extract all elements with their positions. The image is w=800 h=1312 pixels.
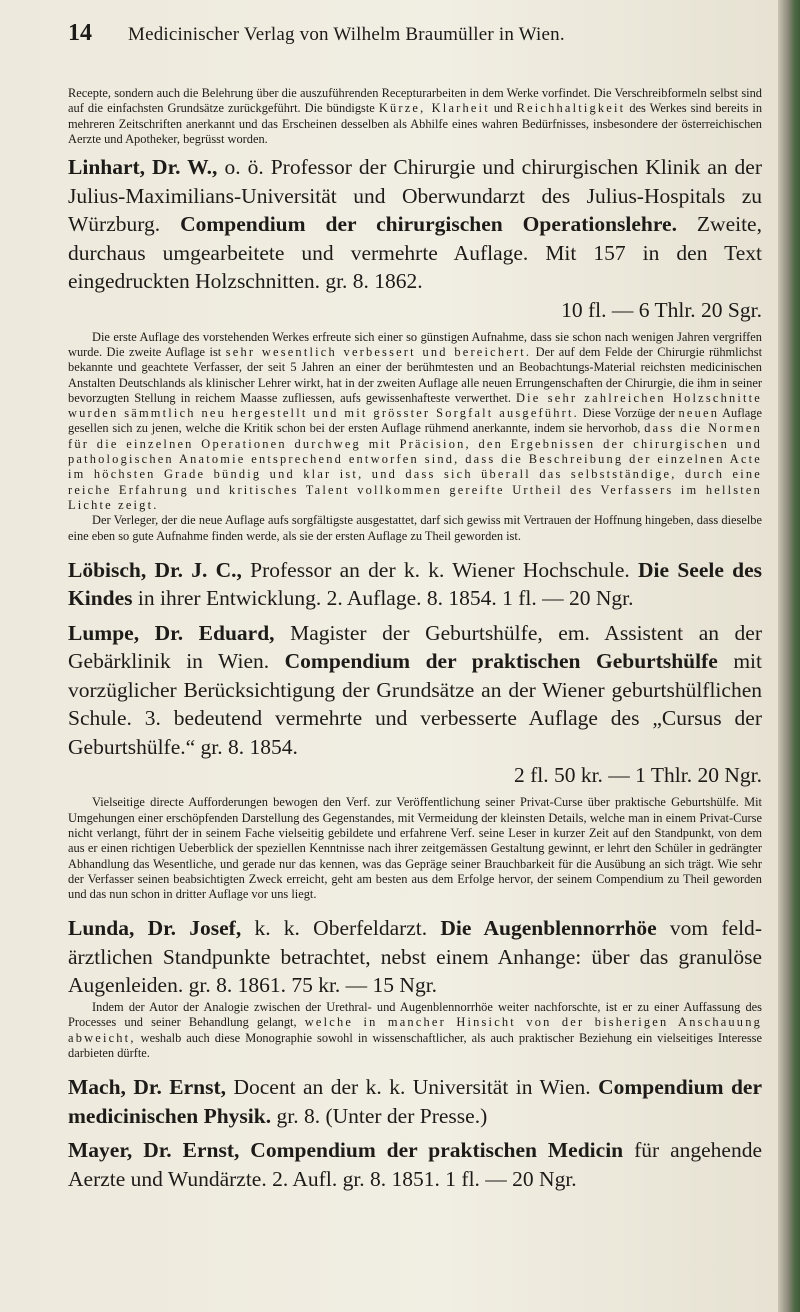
author-name: Mayer, Dr. Ernst, xyxy=(68,1138,240,1163)
entry-loebisch xyxy=(68,556,762,613)
book-title: Die Augenblennorrhöe xyxy=(440,916,657,941)
author-name: Mach, Dr. Ernst, xyxy=(68,1075,227,1100)
edition-info: Zweite, durchaus umgearbeitete und vermehrte Auflage. Mit 157 in den Text eingedruckten Holzschnitten. gr. 8. 1862. xyxy=(68,212,762,294)
description-text: Die erste Auflage des vorstehenden Werkes erfreute sich einer so günstigen Aufnahme, dass sie schon nach wenigen Jahren vergriffen wurde. Die zweite Auflage ist xyxy=(68,329,762,359)
book-title: Compendium der praktischen Geburtshülfe xyxy=(284,649,718,674)
page-content xyxy=(68,86,762,1193)
intro-spaced: Reichhaltigkeit xyxy=(516,101,626,116)
intro-text: und xyxy=(489,101,517,116)
entry-mach xyxy=(68,1073,762,1130)
description-spaced: sehr wesentlich verbessert und bereichert. xyxy=(225,344,532,359)
author-name: Löbisch, Dr. J. C., xyxy=(68,557,242,582)
edition-info: gr. 8. (Unter der Presse.) xyxy=(271,1103,488,1128)
book-title: Compendium der chirurgischen Operationslehre. xyxy=(180,212,677,237)
entry-mayer xyxy=(68,1136,762,1193)
entry-lumpe xyxy=(68,619,762,762)
description-spaced: neuen xyxy=(678,406,720,421)
description-text: weshalb auch diese Monographie sowohl in wissenschaftlicher, als auch praktischer Beziehung ein vielseitiges Interesse darbieten dürfte. xyxy=(68,1030,762,1060)
author-description: Docent an der k. k. Universität in Wien. xyxy=(226,1075,599,1100)
running-title: Medicinischer Verlag von Wilhelm Braumüller in Wien. xyxy=(128,24,565,45)
description-text: Auflage gesellen sich zu jenen, welche die Kritik schon bei der ersten Auflage rühmend anerkannte, indem sie hervorhob, xyxy=(68,406,762,436)
author-name: Linhart, Dr. W., xyxy=(68,155,218,180)
intro-spaced: Kürze, Klarheit xyxy=(378,101,490,116)
description-text: Der auf dem Felde der Chirurgie rühmlichst bekannte und geachtete Verfasser, der seit 5 Jahren an einer der berühmtesten und an Beobachtungs-Material reichsten medicinischen Anstalten Deutschlands als klinischer Lehrer wirkt, hat in der zweiten Auflage alle neuen Errungenschaften der Chirurgie, die ihm in seiner bevorzugten Stellung in reichem Maasse zufliessen, aufs gewissenhafteste verwerthet. xyxy=(68,344,763,405)
price: 10 fl. — 6 Thlr. 20 Sgr. xyxy=(561,297,762,322)
book-title: Compendium der medicinischen Physik. xyxy=(68,1075,762,1128)
intro-text: Recepte, sondern auch die Belehrung über die auszuführenden Recepturarbeiten in dem Werke vorfindet. Die Verschreibformeln selbst sind auf die einfachsten Grundsätze zurückgeführt. Die bündigste xyxy=(68,86,762,116)
running-head xyxy=(68,20,762,50)
intro-paragraph xyxy=(68,86,762,147)
edition-info: vom feldärztlichen Standpunkte betrachtet, nebst einem Anhange: über das granulöse Augenleiden. gr. 8. 1861. 75 kr. — 15 Ngr. xyxy=(68,916,762,998)
entry-lunda-description xyxy=(68,1000,762,1061)
edition-info: für angehende Aerzte und Wundärzte. 2. Aufl. gr. 8. 1851. 1 fl. — 20 Ngr. xyxy=(68,1138,762,1191)
description-spaced: welche in mancher Hinsicht von der bisherigen Anschauung abweicht, xyxy=(68,1015,762,1045)
edition-info: in ihrer Entwicklung. 2. Auflage. 8. 1854. 1 fl. — 20 Ngr. xyxy=(132,586,634,611)
book-spine-edge xyxy=(778,0,800,1312)
entry-linhart-publisher-note: Der Verleger, der die neue Auflage aufs sorgfältigste ausgestattet, darf sich gewiss mit Vertrauen der Hoffnung hingeben, dass dieselbe eine eben so gute Aufnahme finden werde, als sie der ersten Auflage zu Theil geworden ist. xyxy=(68,513,762,543)
edition-info: mit vorzüglicher Berücksichtigung der Grundsätze an der Wiener geburtshülflichen Schule. 3. bedeutend vermehrte und verbesserte Auflage des „Cursus der Geburtshülfe.“ gr. 8. 1854. xyxy=(68,649,762,759)
page-number: 14 xyxy=(68,20,92,46)
intro-text: des Werkes sind bereits in mehreren Zeitschriften anerkannt und das Erscheinen desselben als Abhilfe eines wahren Bedürfnisses, insbesondere der österreichischen Aerzte und Apotheker, begrüsst worden. xyxy=(68,101,763,146)
description-text: Diese Vorzüge der xyxy=(578,406,679,421)
description-text: Indem der Autor der Analogie zwischen der Urethral- und Augenblennorrhöe weiter nachforschte, ist er zu einer Auffassung des Processes und seiner Behandlung gelangt, xyxy=(68,999,762,1030)
author-name: Lunda, Dr. Josef, xyxy=(68,916,242,941)
entry-lumpe-description: Vielseitige directe Aufforderungen bewogen den Verf. zur Veröffentlichung seiner Privat-Curse über praktische Geburtshülfe. Mit Umgehungen einer erschöpfenden Darstellung des Gegenstandes, mit Vermeidung der kleinsten Details, welche man in einem Privat-Curse nicht verlangt, führt der in seinem Fache vielseitig gebildete und erfahrene Verf. seine Leser in kurzer Zeit auf den Standpunkt, von dem aus er einen richtigen Ueberblick der speziellen Kenntnisse nach ihrer zeitgemässen Gestaltung gewinnt, er lehrt den Schüler in gedrängter Abhandlung das Wesentliche, und gerade nur das kennen, was das Gepräge seiner Brauchbarkeit für die Ausübung an sich trägt. Wie sehr der Verfasser seinen beabsichtigten Zweck erreicht, geht am besten aus dem Erfolge hervor, der seinem Compendium zu Theil geworden und das nun schon in dritter Auflage vor uns liegt. xyxy=(68,795,762,902)
description-spaced: dass die Normen für die einzelnen Operationen durchweg mit Präcision, den Ergebnissen der chirurgischen und pathologischen Anatomie entsprechend entworfen sind, dass die Beschreibung der einzelnen Acte im höchsten Grade bündig und klar ist, und dass sich überall das selbstständige, durch eine reiche Erfahrung und kritisches Talent vollkommen gereifte Urtheil des Verfassers im hellsten Lichte zeigt. xyxy=(68,421,762,512)
book-title: Compendium der praktischen Medicin xyxy=(250,1138,624,1163)
book-title: Die Seele des Kindes xyxy=(68,557,763,611)
price: 2 fl. 50 kr. — 1 Thlr. 20 Ngr. xyxy=(513,763,762,788)
entry-lunda xyxy=(68,914,762,1000)
entry-linhart-description xyxy=(68,330,762,514)
description-spaced: Die sehr zahlreichen Holzschnitte wurden sämmtlich neu hergestellt und mit grösster Sorgfalt ausgeführt. xyxy=(68,390,762,421)
author-description: k. k. Oberfeldarzt. xyxy=(241,916,441,941)
author-name: Lumpe, Dr. Eduard, xyxy=(68,620,275,645)
author-description: Magister der Geburtshülfe, em. Assistent an der Gebärklinik in Wien. xyxy=(68,620,763,674)
entry-linhart xyxy=(68,153,762,296)
author-description: o. ö. Professor der Chirurgie und chirurgischen Klinik an der Julius-Maximilians-Universität und Oberwundarzt des Julius-Hospitals zu Würzburg. xyxy=(68,155,762,237)
author-description: Professor an der k. k. Wiener Hochschule. xyxy=(241,557,639,582)
author-description xyxy=(239,1138,250,1162)
